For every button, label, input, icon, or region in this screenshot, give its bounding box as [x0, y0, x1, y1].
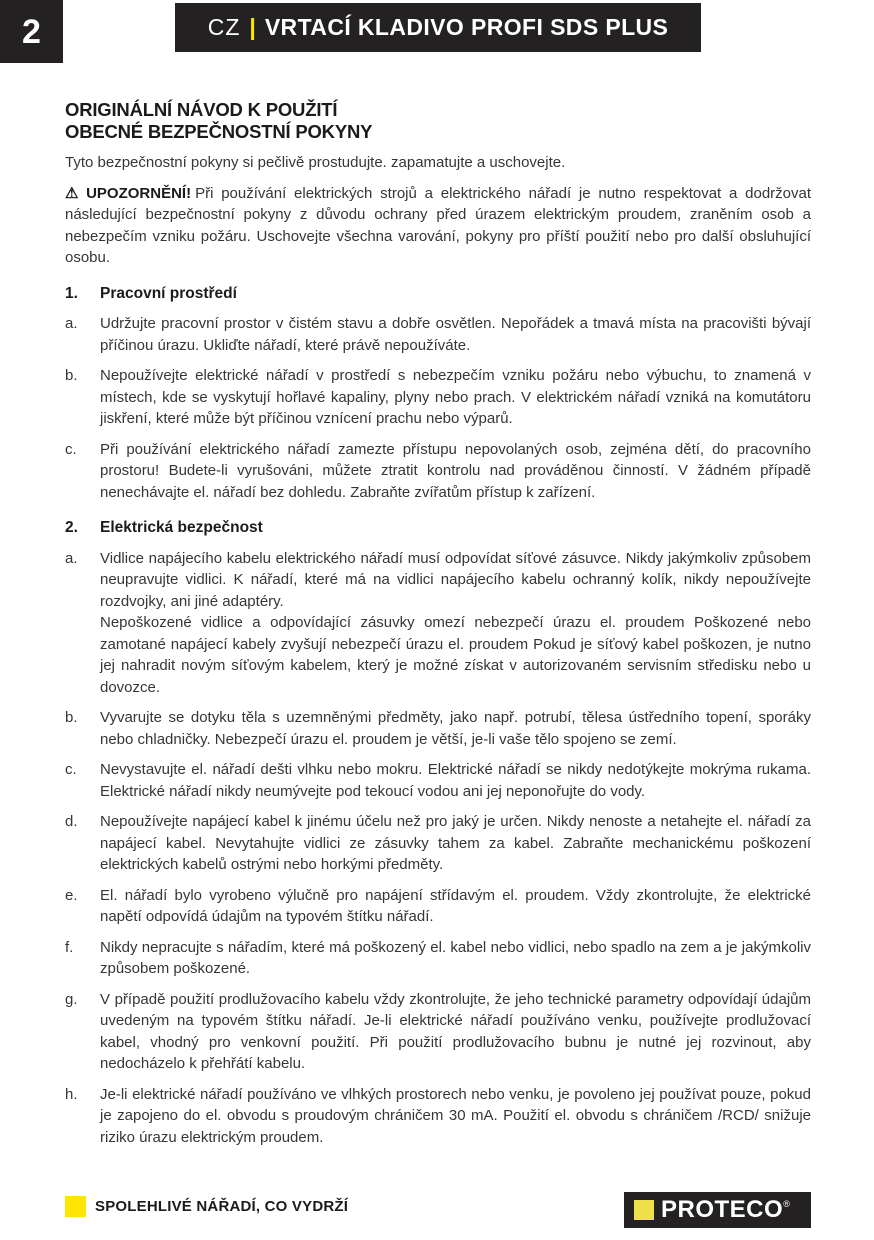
logo-wordmark: PROTECO — [661, 1196, 784, 1223]
item-label: b. — [65, 709, 78, 726]
item-label: d. — [65, 813, 78, 830]
proteco-logo — [624, 1192, 811, 1228]
list-item — [65, 937, 811, 980]
item-label: h. — [65, 1085, 78, 1103]
logo-text — [661, 1198, 790, 1222]
registered-trademark-symbol: ® — [783, 1199, 791, 1209]
list-item — [65, 759, 811, 802]
warning-label: UPOZORNĚNÍ! — [86, 184, 192, 202]
item-paragraph: Nepoškozené vidlice a odpovídající zásuvky omezí nebezpečí úrazu el. proudem Poškozené nebo zamotané napájecí kabely zvyšují nebezpečí úrazu el. proudem Pokud je síťový kabel poškozen, je nutno jej nahradit novým síťovým kabelem, který je možné získat v autorizovaném servisním středisku nebo u dovozce. — [100, 614, 811, 696]
item-text: Nepoužívejte napájecí kabel k jinému účelu než pro jaký je určen. Nikdy nenoste a netahejte el. nářadí za napájecí kabel. Nevytahujte vidlici ze zásuvky tahem za kabel. Zabraňte mechanickému poškození elektrických kabelů ostrými nebo horkými předměty. — [100, 813, 811, 873]
slogan-text: SPOLEHLIVÉ NÁŘADÍ, CO VYDRŽÍ — [95, 1198, 349, 1215]
intro-paragraph: Tyto bezpečnostní pokyny si pečlivě prostudujte. zapamatujte a uschovejte. — [65, 154, 566, 171]
section-electrical-safety — [65, 517, 811, 1148]
footer-slogan — [65, 1196, 348, 1217]
item-text: Vyvarujte se dotyku těla s uzemněnými předměty, jako např. potrubí, tělesa ústředního topení, sporáky nebo chladničky. Nebezpečí úrazu el. proudem je větší, je-li vaše tělo spojeno se zemí. — [100, 709, 811, 748]
heading-general-safety: OBECNÉ BEZPEČNOSTNÍ POKYNY — [65, 121, 373, 142]
yellow-square-icon — [65, 1196, 86, 1217]
section-title: Elektrická bezpečnost — [100, 519, 263, 536]
item-label: a. — [65, 315, 78, 332]
warning-triangle-icon: ⚠ — [65, 184, 83, 202]
item-text: Nevystavujte el. nářadí dešti vlhku nebo mokru. Elektrické nářadí se nikdy nedotýkejte mokrýma rukama. Elektrické nářadí nikdy neumývejte pod tekoucí vodou ani jej neponořujte do vody. — [100, 761, 811, 800]
list-item — [65, 885, 811, 928]
item-label: f. — [65, 938, 74, 956]
item-label: c. — [65, 761, 77, 778]
item-label: e. — [65, 886, 78, 904]
document-title: VRTACÍ KLADIVO PROFI SDS PLUS — [264, 14, 669, 40]
language-code: CZ — [207, 14, 241, 40]
list-item — [65, 1084, 811, 1149]
item-paragraph: Vidlice napájecího kabelu elektrického nářadí musí odpovídat síťové zásuvce. Nikdy jakýmkoliv způsobem neupravujte vidlici. K nářadí, které má na vidlici napájecího kabelu ochranný kolík, nikdy nepoužívejte rozdvojky, ani jiné adaptéry. — [100, 549, 811, 610]
page-number: 2 — [22, 12, 41, 51]
heading-original-manual: ORIGINÁLNÍ NÁVOD K POUŽITÍ — [65, 99, 338, 120]
item-text: Udržujte pracovní prostor v čistém stavu a dobře osvětlen. Nepořádek a tmavá místa na pracovišti bývají příčinou úrazu. Ukliďte nářadí, které právě nepoužíváte. — [100, 315, 811, 354]
item-text: Nepoužívejte elektrické nářadí v prostředí s nebezpečím vzniku požáru nebo výbuchu, to znamená v místech, kde se vyskytují hořlavé kapaliny, plyny nebo prach. V elektrickém nářadí vzniká na komutátoru jiskření, které může být příčinou vznícení prachu nebo výparů. — [100, 367, 811, 427]
warning-text: Při používání elektrických strojů a elektrického nářadí je nutno respektovat a dodržovat následující bezpečnostní pokyny z důvodu ochrany před úrazem elektrickým proudem, zraněním osob a nebezpečím vzniku požáru. Uschovejte všechna varování, pokyny pro příští použití nebo pro další obsluhující osobu. — [65, 184, 812, 266]
warning-paragraph — [65, 183, 811, 269]
item-text: Je-li elektrické nářadí používáno ve vlhkých prostorech nebo venku, je povoleno jej používat pouze, pokud je zapojeno do el. obvodu s proudovým chráničem 30 mA. Použití el. obvodu s chráničem /RCD/ snižuje riziko úrazu elektrickým proudem. — [100, 1085, 811, 1146]
list-item — [65, 313, 811, 356]
list-item — [65, 989, 811, 1075]
item-label: g. — [65, 990, 78, 1008]
section-number: 2. — [65, 519, 78, 536]
section-title: Pracovní prostředí — [100, 284, 237, 302]
list-item — [65, 548, 811, 699]
item-text: Nikdy nepracujte s nářadím, které má poškozený el. kabel nebo vidlici, nebo spadlo na zem a je jakýmkoliv způsobem poškozené. — [100, 938, 811, 977]
list-item — [65, 811, 811, 876]
list-item — [65, 707, 811, 750]
list-item — [65, 439, 811, 504]
content-area — [65, 99, 811, 1148]
title-bar — [175, 3, 701, 52]
item-text: El. nářadí bylo vyrobeno výlučně pro napájení střídavým el. proudem. Vždy zkontrolujte, že elektrické napětí odpovídá údajům na typovém štítku nářadí. — [100, 886, 811, 925]
item-label: c. — [65, 440, 77, 458]
item-text: V případě použití prodlužovacího kabelu vždy zkontrolujte, že jeho technické parametry odpovídají údajům uvedeným na typovém štítku nářadí. Je-li elektrické nářadí používáno venku, používejte prodlužovací kabel, vhodný pro venkovní použití. Při použití prodlužovacího bubnu je nutné jej rozvinout, aby nedocházelo k přehřátí kabelu. — [100, 990, 811, 1072]
item-label: a. — [65, 549, 78, 567]
section-work-environment — [65, 283, 811, 504]
list-item — [65, 365, 811, 430]
section-number: 1. — [65, 284, 78, 302]
item-text: Při používání elektrického nářadí zamezte přístupu nepovolaných osob, zejména dětí, do pracovního prostoru! Budete-li vyrušováni, můžete ztratit kontrolu nad prováděnou činností. V žádném případě nenechávajte el. nářadí bez dohledu. Zabraňte zvířatům přístup k zařízení. — [100, 440, 811, 501]
item-label: b. — [65, 367, 78, 384]
page-number-box — [0, 0, 63, 63]
item-text — [100, 548, 811, 699]
section-heading — [65, 517, 811, 539]
section-heading — [65, 283, 811, 305]
headings-block — [65, 99, 811, 143]
logo-square-icon — [634, 1200, 654, 1220]
divider-mark: | — [249, 14, 256, 40]
